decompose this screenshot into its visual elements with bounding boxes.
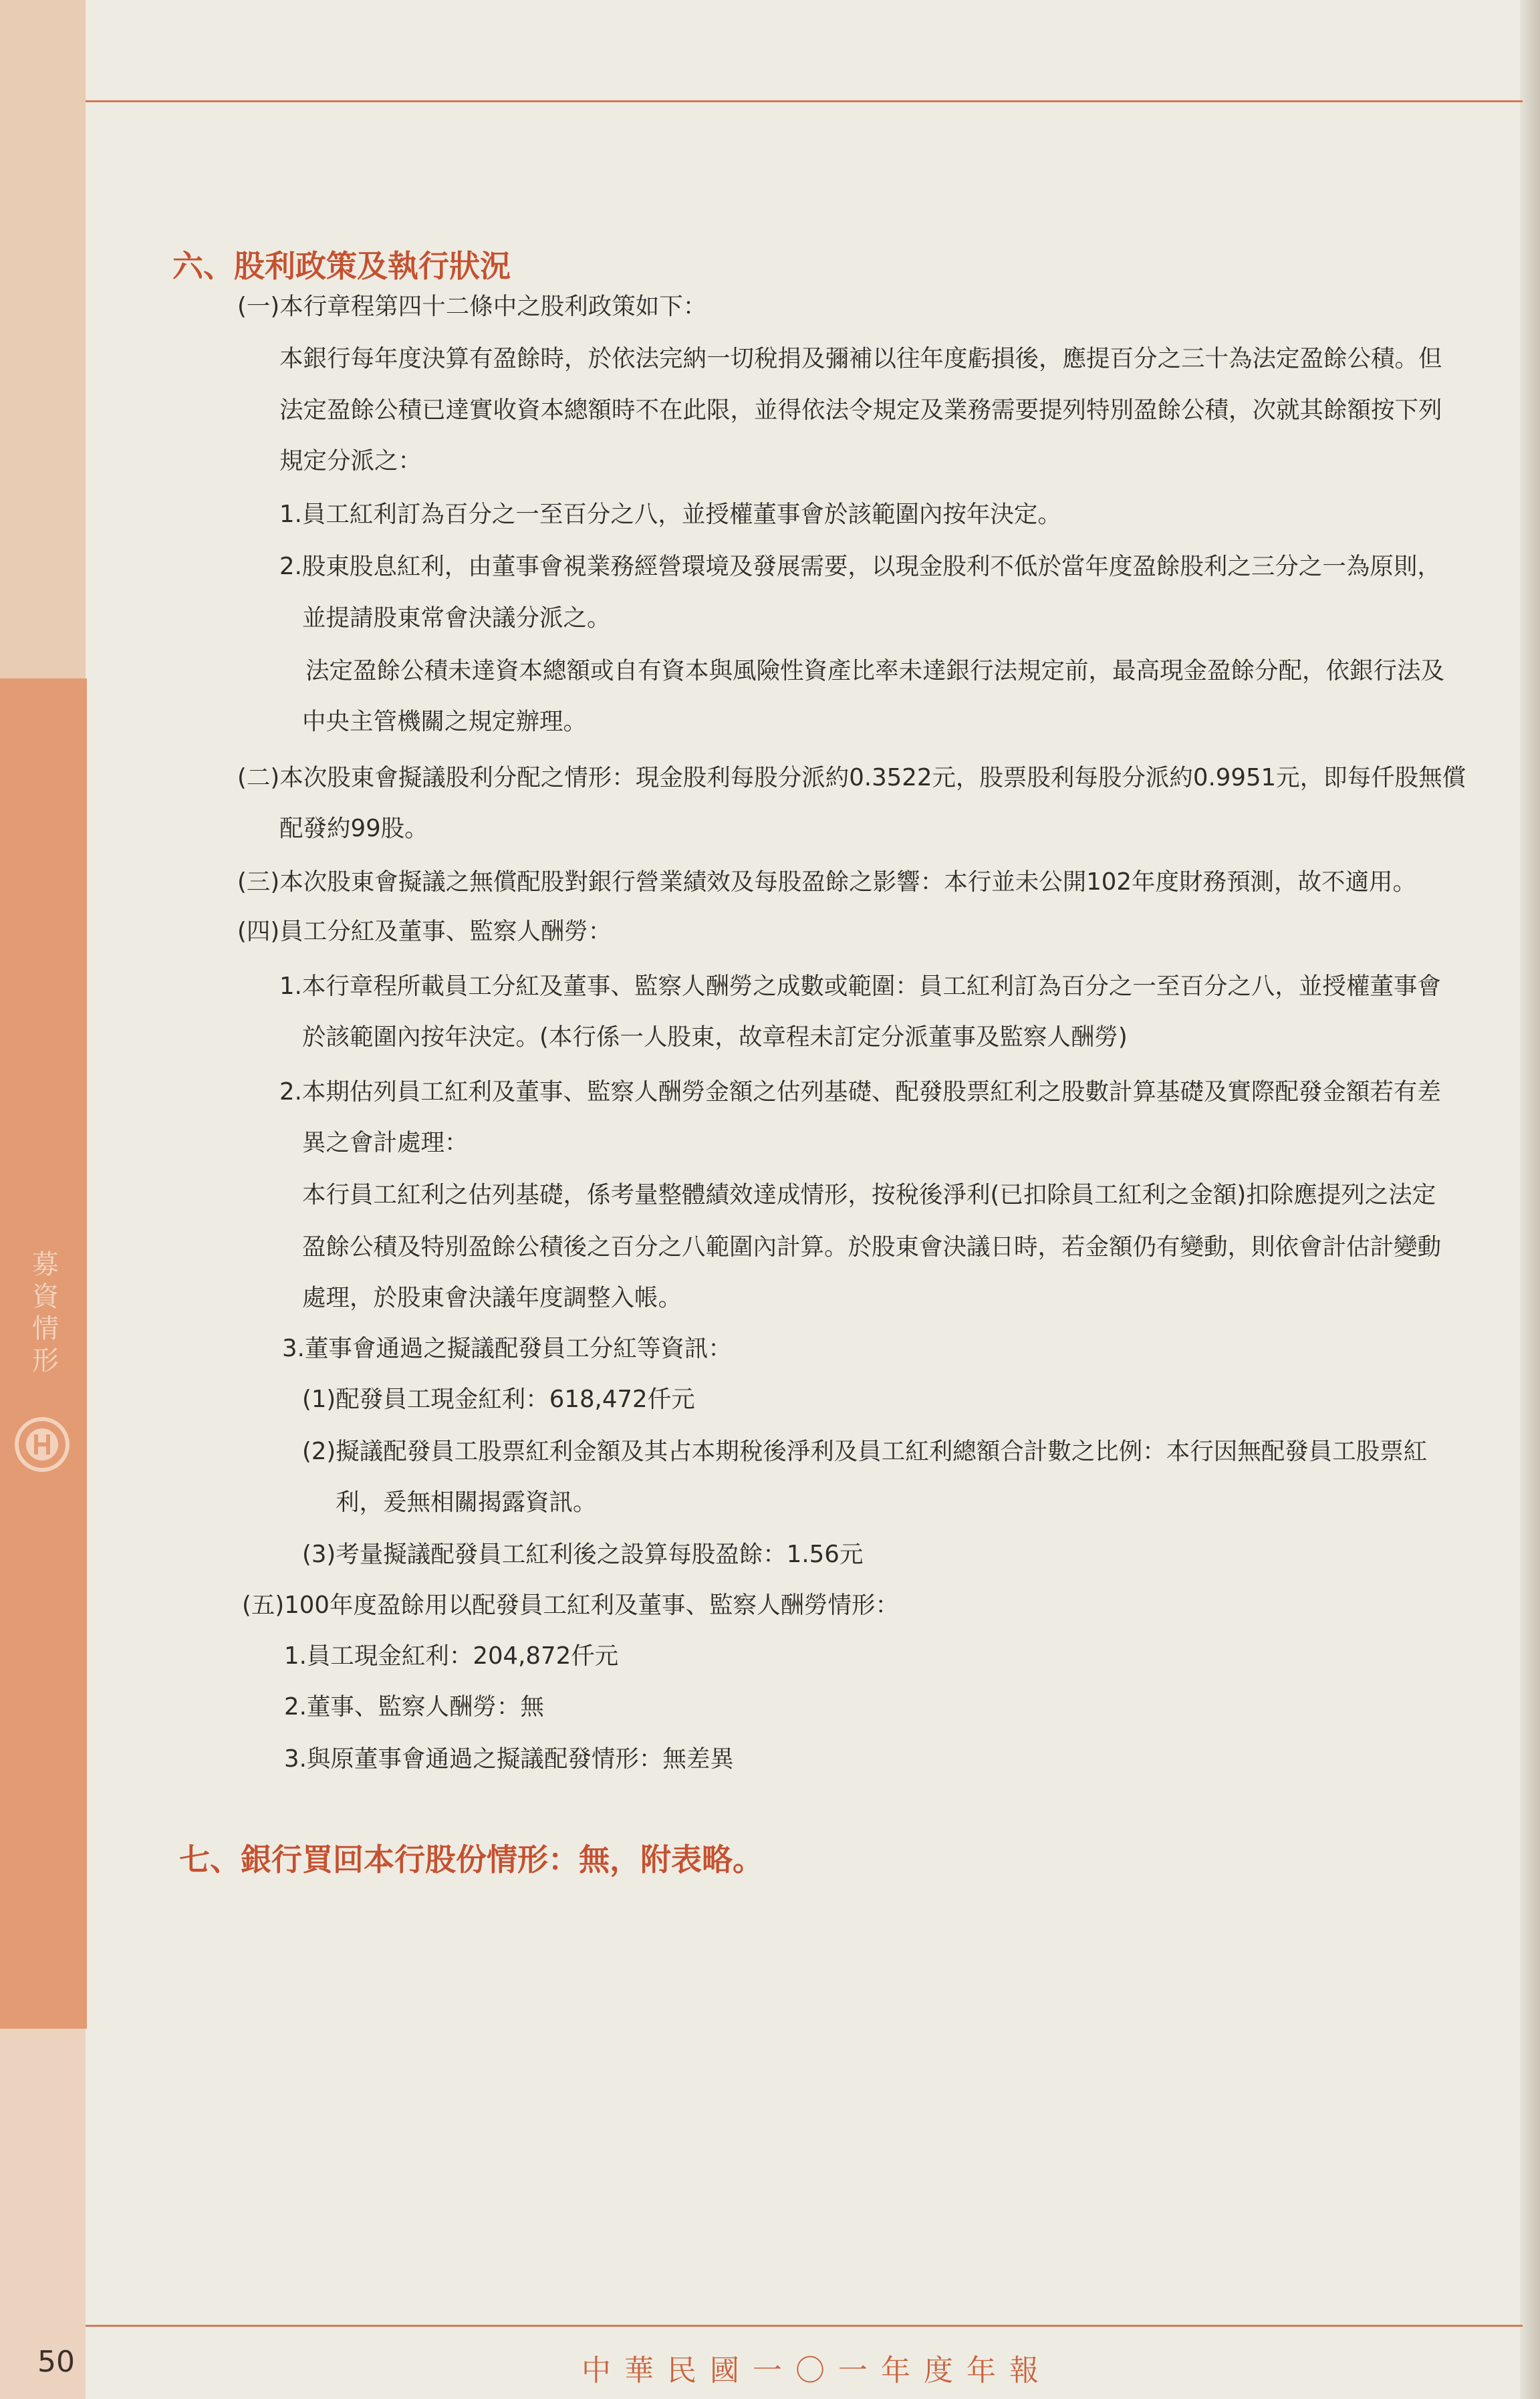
- text-line: 規定分派之：: [279, 447, 422, 475]
- header-rule: [86, 100, 1523, 102]
- bank-logo-icon: [12, 1414, 72, 1475]
- text-line: 本銀行每年度決算有盈餘時，於依法完納一切稅捐及彌補以往年度虧損後，應提百分之三十為法定盈餘公積。但: [279, 345, 1442, 372]
- page-edge-shadow: [1520, 0, 1540, 2399]
- text-line: 2.本期估列員工紅利及董事、監察人酬勞金額之估列基礎、配發股票紅利之股數計算基礎及實際配發金額若有差: [279, 1078, 1441, 1106]
- text-line: 異之會計處理：: [302, 1129, 469, 1156]
- text-line: 2.股東股息紅利，由董事會視業務經營環境及發展需要，以現金股利不低於當年度盈餘股利之三分之一為原則，: [279, 553, 1441, 580]
- text-line: 配發約99股。: [279, 815, 428, 842]
- text-line: (四)員工分紅及董事、監察人酬勞：: [237, 918, 612, 945]
- side-section-label: 募資情形: [32, 1249, 59, 1376]
- text-line: 1.員工紅利訂為百分之一至百分之八，並授權董事會於該範圍內按年決定。: [279, 501, 1061, 528]
- text-line: (五)100年度盈餘用以配發員工紅利及董事、監察人酬勞情形：: [242, 1592, 899, 1619]
- text-line: (1)配發員工現金紅利：618,472仟元: [302, 1386, 695, 1413]
- section-heading-share-buyback: 七、銀行買回本行股份情形：無，附表略。: [179, 1842, 763, 1878]
- text-line: (一)本行章程第四十二條中之股利政策如下：: [237, 293, 707, 320]
- text-line: 1.本行章程所載員工分紅及董事、監察人酬勞之成數或範圍：員工紅利訂為百分之一至百分之八，並授權董事會: [279, 973, 1441, 1000]
- text-line: (2)擬議配發員工股票紅利金額及其占本期稅後淨利及員工紅利總額合計數之比例：本行因無配發員工股票紅: [302, 1438, 1428, 1465]
- text-line: 中央主管機關之規定辦理。: [302, 708, 588, 735]
- text-line: 1.員工現金紅利：204,872仟元: [284, 1642, 619, 1670]
- text-line: 法定盈餘公積未達資本總額或自有資本與風險性資產比率未達銀行法規定前，最高現金盈餘分配，依銀行法及: [305, 657, 1445, 684]
- text-line: 盈餘公積及特別盈餘公積後之百分之八範圍內計算。於股東會決議日時，若金額仍有變動，則依會計估計變動: [302, 1233, 1442, 1261]
- left-margin-upper: [0, 0, 86, 678]
- annual-report-title: 中華民國一〇一年度年報: [582, 2354, 1052, 2388]
- text-line: (二)本次股東會擬議股利分配之情形：現金股利每股分派約0.3522元，股票股利每股分派約0.9951元，即每仟股無償: [237, 764, 1466, 791]
- text-line: 於該範圍內按年決定。(本行係一人股東，故章程未訂定分派董事及監察人酬勞): [302, 1023, 1128, 1051]
- text-line: 3.董事會通過之擬議配發員工分紅等資訊：: [282, 1335, 732, 1362]
- left-margin-lower: [0, 2029, 86, 2399]
- text-line: (3)考量擬議配發員工紅利後之設算每股盈餘：1.56元: [302, 1541, 864, 1568]
- text-line: 並提請股東常會決議分派之。: [302, 604, 611, 632]
- text-line: 本行員工紅利之估列基礎，係考量整體績效達成情形，按稅後淨利(已扣除員工紅利之金額)扣除應提列之法定: [302, 1181, 1436, 1209]
- text-line: 利，爰無相關揭露資訊。: [336, 1489, 597, 1516]
- footer-rule: [86, 2325, 1523, 2327]
- text-line: 法定盈餘公積已達實收資本總額時不在此限，並得依法令規定及業務需要提列特別盈餘公積，次就其餘額按下列: [279, 396, 1442, 424]
- text-line: 處理，於股東會決議年度調整入帳。: [302, 1284, 682, 1311]
- text-line: 3.與原董事會通過之擬議配發情形：無差異: [284, 1745, 734, 1773]
- section-heading-dividend-policy: 六、股利政策及執行狀況: [172, 248, 511, 284]
- text-line: (三)本次股東會擬議之無償配股對銀行營業績效及每股盈餘之影響：本行並未公開102年度財務預測，故不適用。: [237, 868, 1416, 896]
- page-number: 50: [37, 2345, 75, 2379]
- text-line: 2.董事、監察人酬勞：無: [284, 1693, 544, 1721]
